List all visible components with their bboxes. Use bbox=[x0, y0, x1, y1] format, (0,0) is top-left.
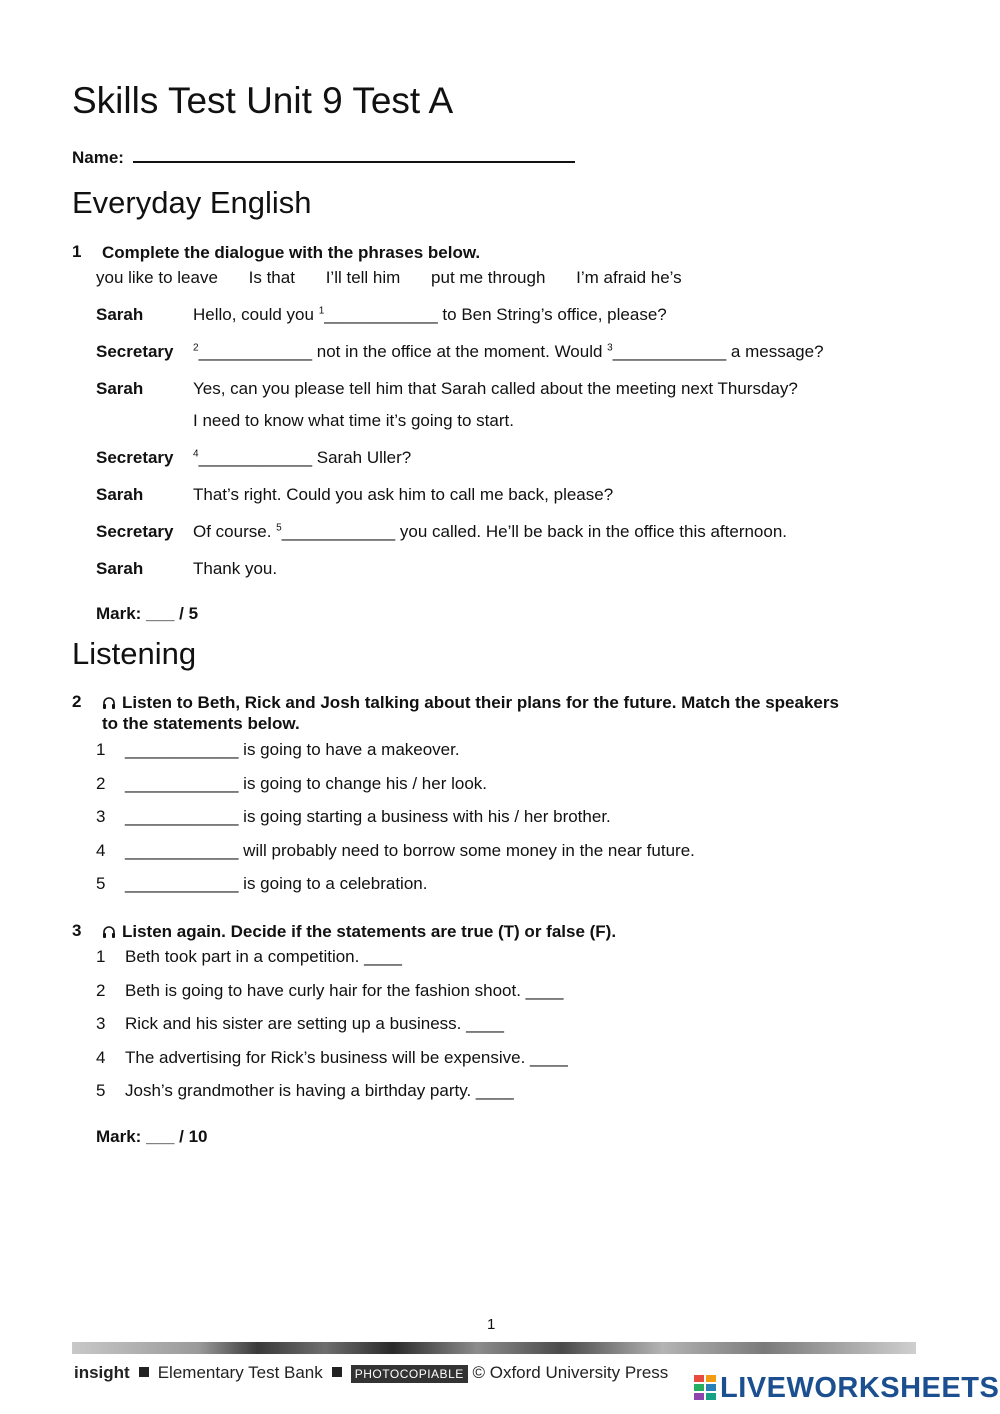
question-number-3: 3 bbox=[72, 921, 82, 940]
item-number: 1 bbox=[96, 740, 106, 759]
instruction-text: Listen to Beth, Rick and Josh talking about their plans for the future. Match the speakers bbox=[122, 693, 839, 712]
dialogue-line: Yes, can you please tell him that Sarah called about the meeting next Thursday? bbox=[193, 379, 798, 398]
gap-number: 4 bbox=[193, 448, 199, 460]
dialogue-line bbox=[193, 522, 787, 542]
speaker-label: Secretary bbox=[96, 448, 174, 467]
phrase: put me through bbox=[431, 268, 546, 287]
match-item[interactable]: ____________ is going starting a business with his / her brother. bbox=[125, 807, 611, 826]
gap-number: 2 bbox=[193, 342, 199, 354]
true-false-item[interactable]: Beth is going to have curly hair for the fashion shoot. ____ bbox=[125, 981, 564, 1000]
q2-instruction bbox=[102, 692, 922, 734]
footer-banner-image bbox=[72, 1342, 916, 1354]
item-number: 2 bbox=[96, 774, 106, 793]
page-number: 1 bbox=[487, 1316, 496, 1333]
item-number: 3 bbox=[96, 807, 106, 826]
phrase: I’m afraid he’s bbox=[576, 268, 682, 287]
square-bullet-icon bbox=[139, 1367, 149, 1377]
true-false-item[interactable]: Beth took part in a competition. ____ bbox=[125, 947, 402, 966]
match-item[interactable]: ____________ will probably need to borrow some money in the near future. bbox=[125, 841, 695, 860]
speaker-label: Sarah bbox=[96, 485, 144, 504]
q3-instruction bbox=[102, 921, 616, 942]
phrase: you like to leave bbox=[96, 268, 218, 287]
dialogue-line bbox=[193, 342, 824, 362]
name-label: Name: bbox=[72, 148, 124, 167]
dialogue-line bbox=[193, 448, 411, 468]
phrase-bank bbox=[96, 268, 708, 288]
book-title: Elementary Test Bank bbox=[157, 1363, 323, 1382]
speaker-label: Sarah bbox=[96, 379, 144, 398]
gap-blank-5[interactable]: ____________ you called. He’ll be back in the office this afternoon. bbox=[281, 522, 788, 541]
liveworksheets-watermark bbox=[694, 1372, 999, 1405]
name-row bbox=[72, 145, 575, 168]
dialogue-text: Hello, could you bbox=[193, 305, 319, 324]
question-number-2: 2 bbox=[72, 692, 82, 711]
instruction-text: Listen again. Decide if the statements are true (T) or false (F). bbox=[122, 922, 617, 941]
phrase: I’ll tell him bbox=[325, 268, 401, 287]
liveworksheets-logo-icon bbox=[694, 1375, 716, 1401]
match-item[interactable]: ____________ is going to a celebration. bbox=[125, 874, 428, 893]
instruction-text: to the statements below. bbox=[102, 714, 300, 733]
page-title: Skills Test Unit 9 Test A bbox=[72, 80, 454, 121]
mark-q1: Mark: ___ / 5 bbox=[96, 604, 199, 623]
gap-number: 1 bbox=[318, 305, 325, 317]
section-heading-everyday-english: Everyday English bbox=[72, 185, 312, 220]
item-number: 4 bbox=[96, 841, 106, 860]
phrase: Is that bbox=[248, 268, 295, 287]
brand-logo: insight bbox=[74, 1363, 130, 1382]
match-item[interactable]: ____________ is going to have a makeover. bbox=[125, 740, 460, 759]
footer-text bbox=[74, 1363, 668, 1383]
gap-number: 5 bbox=[276, 522, 282, 534]
speaker-label: Secretary bbox=[96, 522, 174, 541]
headphones-icon bbox=[102, 696, 116, 710]
speaker-label: Sarah bbox=[96, 559, 144, 578]
gap-number: 3 bbox=[607, 342, 613, 354]
true-false-item[interactable]: The advertising for Rick’s business will be expensive. ____ bbox=[125, 1048, 568, 1067]
section-heading-listening: Listening bbox=[72, 636, 197, 671]
question-number-1: 1 bbox=[72, 242, 82, 261]
item-number: 4 bbox=[96, 1048, 106, 1067]
speaker-label: Sarah bbox=[96, 305, 144, 324]
speaker-label: Secretary bbox=[96, 342, 174, 361]
true-false-item[interactable]: Rick and his sister are setting up a business. ____ bbox=[125, 1014, 504, 1033]
dialogue-line: I need to know what time it’s going to start. bbox=[193, 411, 514, 430]
dialogue-line: That’s right. Could you ask him to call me back, please? bbox=[193, 485, 614, 504]
dialogue-line: Thank you. bbox=[193, 559, 278, 578]
name-input-line[interactable] bbox=[133, 145, 575, 163]
item-number: 1 bbox=[96, 947, 106, 966]
square-bullet-icon bbox=[332, 1367, 342, 1377]
match-item[interactable]: ____________ is going to change his / her look. bbox=[125, 774, 487, 793]
item-number: 2 bbox=[96, 981, 106, 1000]
dialogue-text: Of course. bbox=[193, 522, 277, 541]
mark-q3: Mark: ___ / 10 bbox=[96, 1127, 208, 1146]
item-number: 3 bbox=[96, 1014, 106, 1033]
headphones-icon bbox=[102, 925, 116, 939]
dialogue-line bbox=[193, 305, 667, 325]
true-false-item[interactable]: Josh’s grandmother is having a birthday party. ____ bbox=[125, 1081, 514, 1100]
gap-blank-1[interactable]: ____________ to Ben String’s office, please? bbox=[324, 305, 667, 324]
item-number: 5 bbox=[96, 1081, 106, 1100]
gap-blank-2[interactable]: ____________ not in the office at the moment. Would bbox=[198, 342, 608, 361]
photocopiable-badge: PHOTOCOPIABLE bbox=[351, 1365, 468, 1383]
gap-blank-4[interactable]: ____________ Sarah Uller? bbox=[198, 448, 412, 467]
gap-blank-3[interactable]: ____________ a message? bbox=[612, 342, 824, 361]
watermark-text: LIVEWORKSHEETS bbox=[720, 1372, 1000, 1404]
item-number: 5 bbox=[96, 874, 106, 893]
q1-instruction: Complete the dialogue with the phrases below. bbox=[102, 243, 481, 262]
publisher: © Oxford University Press bbox=[472, 1363, 669, 1382]
